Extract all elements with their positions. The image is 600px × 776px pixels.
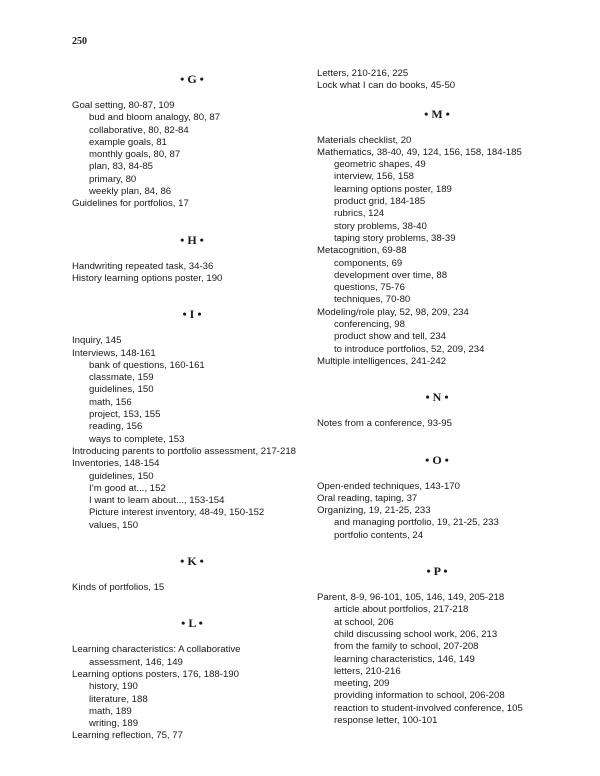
index-column-right (317, 68, 557, 727)
index-subentry: math, 156 (89, 396, 132, 408)
index-subentry: example goals, 81 (89, 136, 167, 148)
index-entry: Lock what I can do books, 45-50 (317, 80, 456, 92)
index-entry: Interviews, 148-161 (72, 347, 156, 359)
index-subentry: classmate, 159 (89, 372, 154, 384)
index-subentry: development over time, 88 (334, 269, 448, 281)
section-letter-heading: • G • (180, 72, 204, 86)
spacer (317, 404, 557, 418)
spacer (317, 542, 557, 564)
index-entry: Materials checklist, 20 (317, 134, 412, 146)
index-subentry: I want to learn about..., 153-154 (89, 495, 225, 507)
section-letter-heading: • O • (425, 452, 449, 467)
index-subentry: bud and bloom analogy, 80, 87 (89, 112, 221, 124)
index-subentry: Picture interest inventory, 48-49, 150-152 (89, 507, 265, 519)
index-entry: Learning characteristics: A collaborative (72, 644, 241, 656)
index-subentry: and managing portfolio, 19, 21-25, 233 (334, 517, 499, 529)
index-subentry: math, 189 (89, 705, 132, 717)
index-subentry: product show and tell, 234 (334, 331, 447, 343)
index-subentry: geometric shapes, 49 (334, 159, 426, 171)
index-subentry: values, 150 (89, 519, 139, 531)
index-subentry: collaborative, 80, 82-84 (89, 124, 189, 136)
index-subentry: at school, 206 (334, 616, 394, 628)
index-entry-continuation: assessment, 146, 149 (89, 656, 183, 668)
index-entry: Notes from a conference, 93-95 (317, 418, 452, 430)
spacer (317, 431, 557, 453)
spacer (72, 211, 312, 233)
index-subentry: primary, 80 (89, 173, 137, 185)
page-number: 250 (72, 36, 87, 47)
index-entry: Introducing parents to portfolio assessment, 217-218 (72, 445, 296, 457)
index-subentry: monthly goals, 80, 87 (89, 149, 181, 161)
index-subentry: taping story problems, 38-39 (334, 232, 456, 244)
index-entry: Metacognition, 69-88 (317, 245, 407, 257)
index-subentry: learning options poster, 189 (334, 183, 452, 195)
spacer (317, 368, 557, 390)
spacer (72, 594, 312, 616)
section-letter-heading: • L • (181, 616, 203, 631)
section-letter-heading: • I • (182, 307, 202, 322)
index-subentry: portfolio contents, 24 (334, 529, 424, 541)
index-subentry: article about portfolios, 217-218 (334, 604, 469, 616)
index-subentry: to introduce portfolios, 52, 209, 234 (334, 343, 485, 355)
index-subentry: from the family to school, 207-208 (334, 641, 479, 653)
section-letter-heading: • M • (424, 106, 450, 121)
index-entry: Mathematics, 38-40, 49, 124, 156, 158, 184-185 (317, 146, 522, 158)
index-entry: Goal setting, 80-87, 109 (72, 100, 175, 111)
index-entry: Handwriting repeated task, 34-36 (72, 260, 214, 272)
index-entry: Multiple intelligences, 241-242 (317, 355, 447, 367)
index-subentry: literature, 188 (89, 693, 148, 705)
index-entry: Kinds of portfolios, 15 (72, 582, 165, 594)
spacer (72, 86, 312, 100)
index-column-left (72, 72, 312, 743)
index-subentry: meeting, 209 (334, 678, 390, 690)
index-subentry: writing, 189 (89, 718, 139, 730)
index-entry: Inquiry, 145 (72, 335, 122, 347)
index-entry: Organizing, 19, 21-25, 233 (317, 505, 431, 517)
index-subentry: response letter, 100-101 (334, 714, 438, 726)
index-subentry: history, 190 (89, 681, 138, 693)
index-subentry: story problems, 38-40 (334, 220, 427, 232)
section-letter-heading: • H • (180, 232, 204, 247)
index-entry: History learning options poster, 190 (72, 272, 223, 284)
index-subentry: ways to complete, 153 (89, 433, 185, 445)
index-subentry: letters, 210-216 (334, 665, 401, 677)
index-subentry: plan, 83, 84-85 (89, 161, 154, 173)
index-subentry: interview, 156, 158 (334, 171, 415, 183)
spacer (72, 321, 312, 335)
index-entry: Learning reflection, 75, 77 (72, 730, 183, 742)
index-subentry: questions, 75-76 (334, 282, 405, 294)
index-subentry: product grid, 184-185 (334, 196, 426, 208)
index-subentry: reading, 156 (89, 421, 143, 433)
spacer (317, 93, 557, 107)
index-entry: Oral reading, taping, 37 (317, 492, 418, 504)
index-entry: Guidelines for portfolios, 17 (72, 198, 189, 210)
index-subentry: guidelines, 150 (89, 384, 154, 396)
index-subentry: components, 69 (334, 257, 403, 269)
index-subentry: reaction to student-involved conference, 105 (334, 702, 523, 714)
index-subentry: weekly plan, 84, 86 (89, 186, 172, 198)
index-subentry: guidelines, 150 (89, 470, 154, 482)
section-letter-heading: • N • (425, 390, 449, 405)
index-entry: Inventories, 148-154 (72, 458, 160, 470)
index-entry: Learning options posters, 176, 188-190 (72, 668, 239, 680)
index-subentry: learning characteristics, 146, 149 (334, 653, 475, 665)
spacer (317, 467, 557, 481)
spacer (72, 568, 312, 582)
index-subentry: techniques, 70-80 (334, 294, 411, 306)
index-entry: Modeling/role play, 52, 98, 209, 234 (317, 306, 469, 318)
spacer (72, 630, 312, 644)
section-letter-heading: • K • (180, 554, 204, 569)
index-subentry: I’m good at..., 152 (89, 482, 166, 494)
index-subentry: project, 153, 155 (89, 409, 161, 421)
index-entry: Parent, 8-9, 96-101, 105, 146, 149, 205-218 (317, 592, 505, 604)
index-subentry: bank of questions, 160-161 (89, 359, 205, 371)
index-subentry: providing information to school, 206-208 (334, 690, 505, 702)
index-entry: Letters, 210-216, 225 (317, 68, 409, 79)
index-subentry: rubrics, 124 (334, 208, 385, 220)
index-entry: Open-ended techniques, 143-170 (317, 480, 460, 492)
spacer (317, 578, 557, 592)
index-subentry: child discussing school work, 206, 213 (334, 628, 498, 640)
spacer (72, 247, 312, 261)
spacer (72, 285, 312, 307)
index-subentry: conferencing, 98 (334, 319, 405, 331)
spacer (72, 532, 312, 554)
spacer (317, 121, 557, 135)
section-letter-heading: • P • (426, 564, 448, 579)
